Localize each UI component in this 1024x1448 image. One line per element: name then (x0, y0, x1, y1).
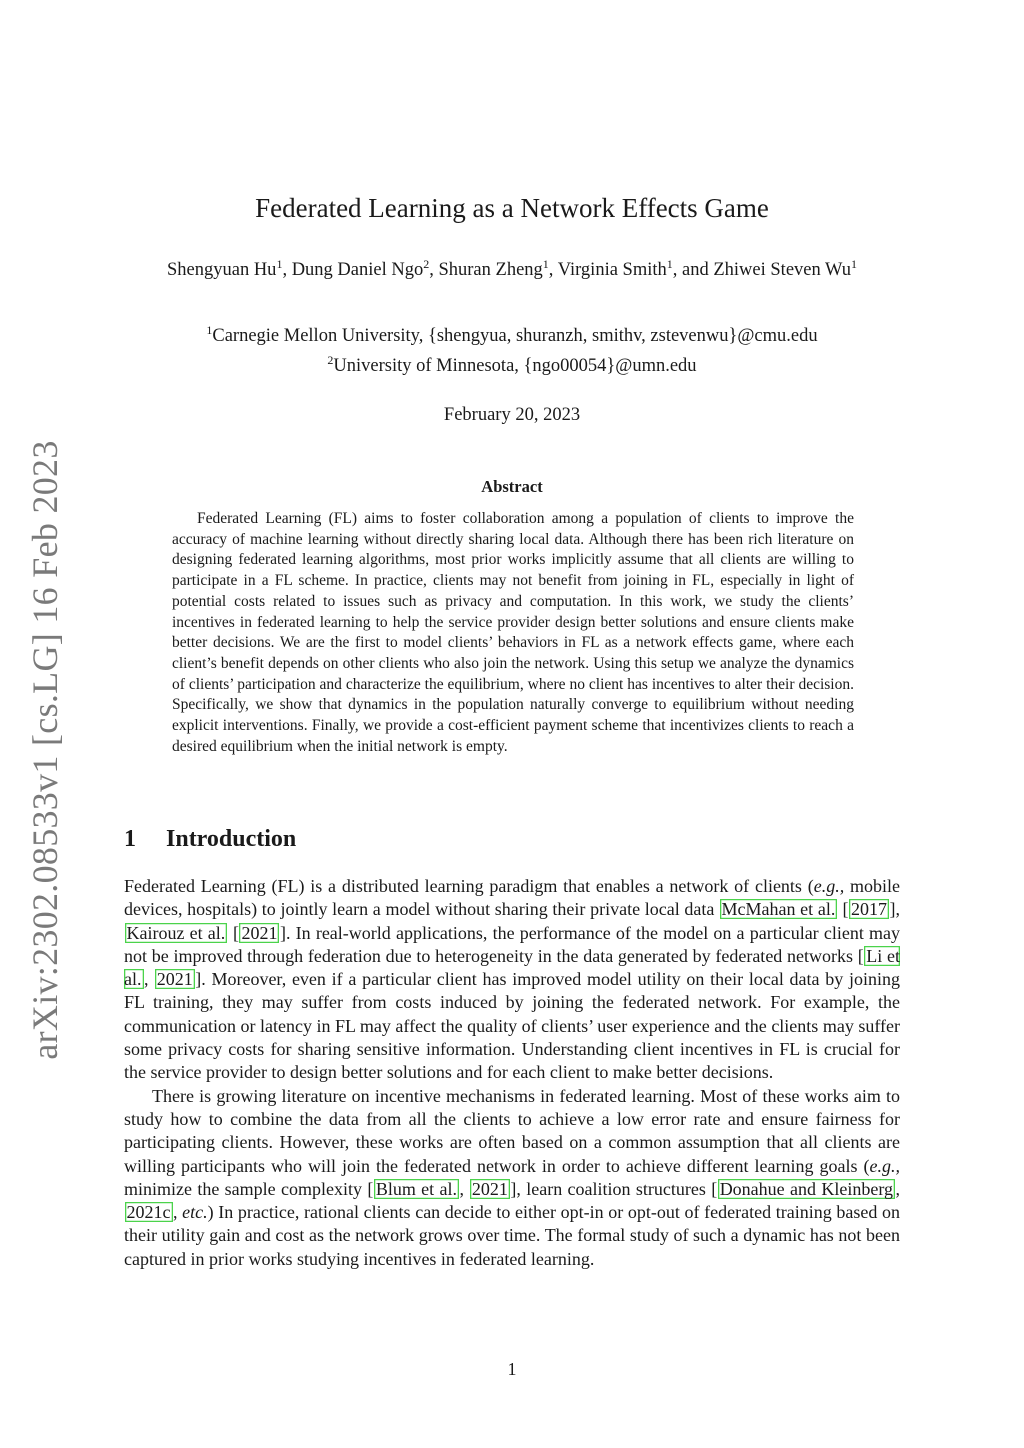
affiliation-text: University of Minnesota, {ngo00054}@umn.edu (333, 356, 697, 377)
citation-link[interactable]: Donahue and Kleinberg (719, 1178, 893, 1199)
introduction-body (124, 875, 900, 1271)
abstract-text: Federated Learning (FL) aims to foster collaboration among a population of clients to improve the accuracy of machine learning without directly sharing local data. Although there has been rich literature on designing federated learning algorithms, most prior works implicitly assume that all clients are willing to participate in a FL scheme. In practice, clients may not benefit from joining in FL, especially in light of potential costs related to issues such as privacy and computation. In this work, we study the clients’ incentives in federated learning to help the service provider design better solutions and ensure clients make better decisions. We are the first to model clients’ behaviors in FL as a network effects game, where each client’s benefit depends on other clients who also join the network. Using this setup we analyze the dynamics of clients’ participation and characterize the equilibrium, where no client has incentives to alter their decision. Specifically, we show that dynamics in the population naturally converge to equilibrium without needing explicit interventions. Finally, we provide a cost-efficient payment scheme that incentivizes clients to reach a desired equilibrium when the initial network is empty. (172, 510, 854, 755)
arxiv-identifier: arXiv:2302.08533v1 [cs.LG] 16 Feb 2023 (25, 440, 65, 1060)
italic-text: e.g., (813, 876, 845, 896)
affiliation-text: Carnegie Mellon University, {shengyua, shuranzh, smithv, zstevenwu}@cmu.edu (212, 326, 818, 347)
author-affiliation-mark: 1 (542, 257, 549, 271)
citation-link[interactable]: 2021c (126, 1202, 171, 1223)
affiliation-mark: 1 (206, 323, 213, 337)
citation-link[interactable]: 2021 (471, 1178, 508, 1199)
author-affiliation-mark: 2 (423, 257, 430, 271)
citation-link[interactable]: 2017 (851, 899, 887, 920)
abstract-heading: Abstract (481, 477, 543, 496)
affiliation-line (110, 348, 914, 378)
intro-paragraph: There is growing literature on incentive mechanisms in federated learning. Most of these works aim to study how to combine the data from all the clients to achieve a low error rate and ensure fairness for participating clients. However, these works are often based on a common assumption that all clients are willing participants who will join the federated network in order to achieve different learning goals (e.g., minimize the sample complexity [ Blum et al. , 2021 ], learn coalition structures [ Donahue and Kleinberg , 2021c , etc.) In practice, rational clients can decide to either opt-in or opt-out of federated training based on their utility gain and cost as the network grows over time. The formal study of such a dynamic has not been captured in prior works studying incentives in federated learning. (124, 1085, 900, 1269)
author-name: Dung Daniel Ngo (291, 260, 424, 281)
author-name: Virginia Smith (557, 260, 667, 281)
author-name: Shuran Zheng (438, 260, 543, 281)
author-affiliation-mark: 1 (851, 257, 857, 271)
paper-date: February 20, 2023 (443, 405, 581, 425)
citation-link[interactable]: 2021 (156, 969, 193, 990)
author-affiliation-mark: 1 (276, 257, 283, 271)
affiliation-line (110, 318, 914, 348)
citation-link[interactable]: Li et al. (124, 945, 900, 990)
affiliations (110, 318, 914, 378)
italic-text: etc. (182, 1202, 208, 1223)
author-name: Shengyuan Hu (166, 260, 277, 281)
page-number: 1 (507, 1359, 517, 1379)
citation-link[interactable]: Blum et al. (375, 1178, 458, 1199)
section-number: 1 (124, 826, 136, 852)
section-heading (124, 826, 296, 853)
author-affiliation-mark: 1 (666, 257, 673, 271)
section-title: Introduction (166, 826, 297, 852)
italic-text: e.g., (869, 1155, 900, 1176)
author-list: Shengyuan Hu$^1$, Dung Daniel Ngo$^2$, Shuran Zheng$^1$, Virginia Smith$^1$, and Zhiwei Steven Wu$^1$ (166, 257, 857, 281)
author-name: Zhiwei Steven Wu (713, 260, 851, 281)
citation-link[interactable]: McMahan et al. (721, 899, 836, 920)
citation-link[interactable]: Kairouz et al. (126, 922, 226, 943)
citation-link[interactable]: 2021 (241, 922, 278, 943)
paper-title: Federated Learning as a Network Effects Game (255, 193, 769, 223)
intro-paragraph: Federated Learning (FL) is a distributed learning paradigm that enables a network of clients (e.g., mobile devices, hospitals) to jointly learn a model without sharing their private local data McMahan et al. [ 2017 ], Kairouz et al. [ 2021 ]. In real-world applications, the performance of the model on a particular client may not be improved through federation due to heterogeneity in the data generated by federated networks [ Li et al. , 2021 ]. Moreover, even if a particular client has improved model utility on their local data by joining FL training, they may suffer from costs induced by joining the federated network. For example, the communication or latency in FL may affect the quality of clients’ user experience and the clients may suffer some privacy costs for sharing sensitive information. Understanding client incentives in FL is crucial for the service provider to design better solutions and for each client to make better decisions. (124, 876, 900, 1083)
affiliation-mark: 2 (327, 353, 334, 368)
